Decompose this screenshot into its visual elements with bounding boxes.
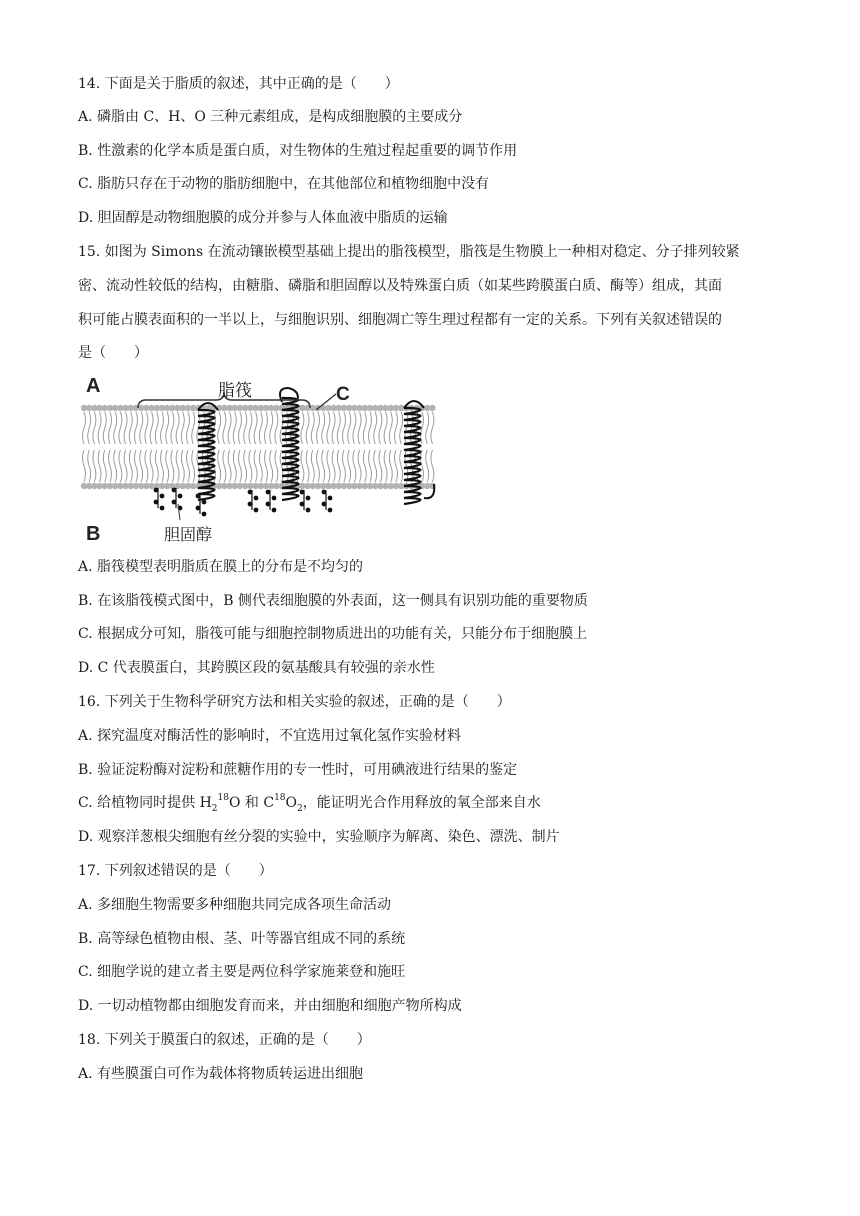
q16-option-a: A. 探究温度对酶活性的影响时，不宜选用过氧化氢作实验材料 (78, 728, 462, 744)
lipid-tail (353, 450, 356, 482)
lipid-tail (124, 450, 127, 482)
lipid-tail (384, 450, 387, 482)
q14-option-a: A. 磷脂由 C、H、O 三种元素组成，是构成细胞膜的主要成分 (78, 109, 463, 125)
lipid-tail (254, 412, 257, 444)
lipid-tail (275, 450, 278, 482)
lipid-tail (228, 450, 231, 482)
q16-option-c (78, 793, 541, 813)
lipid-tail (249, 450, 252, 482)
glycan-dot (272, 496, 277, 501)
lipid-tail (187, 412, 190, 444)
lipid-tail (405, 412, 408, 444)
lipid-tail (270, 412, 273, 444)
lipid-tail (88, 450, 91, 482)
lipid-tail (275, 412, 278, 444)
lipid-tail (254, 450, 257, 482)
lipid-tail (389, 450, 392, 482)
q15-stem-line4: 是（ ） (78, 345, 148, 361)
lipid-tail (353, 412, 356, 444)
lipid-tail (119, 412, 122, 444)
lipid-tail (192, 412, 195, 444)
lipid-tail (140, 450, 143, 482)
lipid-tail (343, 412, 346, 444)
lipid-tail (103, 412, 106, 444)
lipid-tail (233, 412, 236, 444)
lipid-tail (322, 412, 325, 444)
lipid-tail (395, 412, 398, 444)
lipid-tail (358, 450, 361, 482)
q16-c-mid: O 和 C (228, 795, 275, 811)
lipid-tail (93, 412, 96, 444)
lipid-tail (421, 450, 424, 482)
lipid-tail (171, 450, 174, 482)
glycan-dot (272, 508, 277, 513)
lipid-tail (426, 450, 429, 482)
q16-c-post: ，能证明光合作用释放的氧全部来自水 (302, 795, 541, 811)
lipid-tail (306, 450, 309, 482)
lipid-tail (332, 412, 335, 444)
lipid-tail (270, 450, 273, 482)
q16-c-sup1: 18 (217, 793, 229, 804)
lipid-tail (244, 412, 247, 444)
lipid-tail (98, 412, 101, 444)
q16-c-sup2: 18 (274, 793, 286, 804)
lipid-tail (400, 450, 403, 482)
lipid-tail (395, 450, 398, 482)
lipid-tail (109, 412, 112, 444)
lipid-raft-figure (80, 372, 440, 544)
lipid-tail (259, 412, 262, 444)
label-a: A (86, 375, 101, 397)
lipid-tail (285, 450, 288, 482)
lipid-tail (166, 450, 169, 482)
lipid-tail (249, 412, 252, 444)
lipid-tail (239, 450, 242, 482)
glycan-dot (306, 496, 311, 501)
q16-option-b: B. 验证淀粉酶对淀粉和蔗糖作用的专一性时，可用碘液进行结果的鉴定 (78, 762, 518, 778)
lipid-tail (239, 412, 242, 444)
label-b: B (86, 523, 101, 544)
lipid-tail (358, 412, 361, 444)
lipid-tail (129, 450, 132, 482)
q16-c-sub: 2 (211, 803, 218, 814)
lipid-tail (379, 412, 382, 444)
lipid-tail (280, 450, 283, 482)
q16-c-sub2: 2 (297, 803, 303, 814)
lipid-tail (150, 412, 153, 444)
q16-option-d: D. 观察洋葱根尖细胞有丝分裂的实验中，实验顺序为解离、染色、漂洗、制片 (78, 829, 560, 845)
lipid-tail (124, 412, 127, 444)
lipid-tail (109, 450, 112, 482)
lipid-tail (244, 450, 247, 482)
lipid-tail (135, 450, 138, 482)
lipid-tail (114, 450, 117, 482)
lipid-tail (311, 412, 314, 444)
lipid-tail (98, 450, 101, 482)
lipid-tail (379, 450, 382, 482)
lipid-tail (426, 412, 429, 444)
lipid-tail (145, 450, 148, 482)
lipid-tail (88, 412, 91, 444)
label-raft: 脂筏 (218, 381, 252, 401)
lipid-tail (343, 450, 346, 482)
lipid-tail (317, 412, 320, 444)
lipid-tail (161, 450, 164, 482)
lipid-tail (192, 450, 195, 482)
lipid-tail (135, 412, 138, 444)
q17-stem: 17. 下列叙述错误的是（ ） (78, 863, 273, 879)
lipid-tail (83, 412, 86, 444)
lipid-tail (337, 450, 340, 482)
lipid-tail (150, 450, 153, 482)
q15-stem-line3: 积可能占膜表面积的一半以上，与细胞识别、细胞凋亡等生理过程都有一定的关系。下列有关叙述错误的 (78, 312, 722, 328)
lipid-tail (176, 412, 179, 444)
glycan-dot (306, 508, 311, 513)
lipid-tail (218, 450, 221, 482)
lipid-tail (363, 412, 366, 444)
q14-stem: 14. 下面是关于脂质的叙述，其中正确的是（ ） (78, 76, 399, 92)
lipid-tail (103, 450, 106, 482)
lipid-tail (228, 412, 231, 444)
q16-c-mid2: O (285, 795, 297, 811)
lipid-tail (223, 412, 226, 444)
q17-option-b: B. 高等绿色植物由根、茎、叶等器官组成不同的系统 (78, 931, 406, 947)
lipid-tail (155, 412, 158, 444)
q17-option-d: D. 一切动植物都由细胞发育而来，并由细胞和细胞产物所构成 (78, 998, 462, 1014)
glycan-dot (160, 506, 165, 511)
glycan-dot (328, 496, 333, 501)
q15-option-c: C. 根据成分可知，脂筏可能与细胞控制物质进出的功能有关，只能分布于细胞膜上 (78, 626, 588, 642)
lipid-tail (93, 450, 96, 482)
lipid-head (429, 405, 435, 411)
lipid-tail (317, 450, 320, 482)
lipid-tail (187, 450, 190, 482)
lipid-tail (166, 412, 169, 444)
lipid-tail (259, 450, 262, 482)
q15-option-d: D. C 代表膜蛋白，其跨膜区段的氨基酸具有较强的亲水性 (78, 660, 435, 676)
lipid-tail (181, 450, 184, 482)
q14-option-d: D. 胆固醇是动物细胞膜的成分并参与人体血液中脂质的运输 (78, 210, 448, 226)
cholesterol-glycans (154, 488, 333, 517)
protein-helix (404, 408, 421, 504)
lipid-tail (384, 412, 387, 444)
lipid-tail (171, 412, 174, 444)
lipid-tail (155, 450, 158, 482)
lipid-tail (223, 450, 226, 482)
lipid-tail (161, 412, 164, 444)
q15-option-b: B. 在该脂筏模式图中，B 侧代表细胞膜的外表面，这一侧具有识别功能的重要物质 (78, 593, 588, 609)
label-c: C (336, 384, 350, 405)
lipid-tail (301, 412, 304, 444)
lipid-tail (181, 412, 184, 444)
label-cholesterol: 胆固醇 (164, 525, 213, 544)
lipid-tail (431, 412, 434, 444)
glycan-dot (202, 512, 207, 517)
lipid-tail (176, 450, 179, 482)
q15-option-a: A. 脂筏模型表明脂质在膜上的分布是不均匀的 (78, 559, 364, 575)
lipid-tail (145, 412, 148, 444)
q14-option-c: C. 脂肪只存在于动物的脂肪细胞中，在其他部位和植物细胞中没有 (78, 176, 490, 192)
lipid-tail (369, 412, 372, 444)
lipid-tail (233, 450, 236, 482)
q16-c-pre: C. 给植物同时提供 H (78, 795, 212, 811)
lipid-tail (374, 412, 377, 444)
lipid-tail (311, 450, 314, 482)
lipid-tail (322, 450, 325, 482)
q14-option-b: B. 性激素的化学本质是蛋白质，对生物体的生殖过程起重要的调节作用 (78, 143, 518, 159)
lipid-tail (119, 450, 122, 482)
glycan-dot (202, 500, 207, 505)
lipid-tail (369, 450, 372, 482)
lipid-tail (218, 412, 221, 444)
lipid-tail (337, 412, 340, 444)
lipid-tail (374, 450, 377, 482)
lipid-tail (129, 412, 132, 444)
lipid-tail (363, 450, 366, 482)
glycan-dot (254, 508, 259, 513)
lipid-tail (389, 412, 392, 444)
q15-stem-line2: 密、流动性较低的结构，由糖脂、磷脂和胆固醇以及特殊蛋白质（如某些跨膜蛋白质、酶等）组成，其面 (78, 278, 722, 294)
lipid-tail (83, 450, 86, 482)
q18-stem: 18. 下列关于膜蛋白的叙述，正确的是（ ） (78, 1032, 371, 1048)
q16-stem: 16. 下列关于生物科学研究方法和相关实验的叙述，正确的是（ ） (78, 694, 511, 710)
lipid-tail (306, 412, 309, 444)
lipid-tail (265, 412, 268, 444)
lipid-tail (140, 412, 143, 444)
q17-option-c: C. 细胞学说的建立者主要是两位科学家施莱登和施旺 (78, 964, 406, 980)
glycan-dot (160, 494, 165, 499)
q15-stem-line1: 15. 如图为 Simons 在流动镶嵌模型基础上提出的脂筏模型，脂筏是生物膜上一种相对稳定、分子排列较紧 (78, 244, 740, 260)
lipid-tail (265, 450, 268, 482)
glycan-dot (178, 494, 183, 499)
glycan-dot (328, 508, 333, 513)
q18-option-a: A. 有些膜蛋白可作为载体将物质转运进出细胞 (78, 1066, 364, 1082)
lipid-tail (327, 412, 330, 444)
lipid-tail (348, 412, 351, 444)
lipid-tail (431, 450, 434, 482)
glycan-dot (254, 496, 259, 501)
lipid-tail (332, 450, 335, 482)
lipid-tail (197, 450, 200, 482)
lipid-tail (400, 412, 403, 444)
lipid-tail (301, 450, 304, 482)
lipid-tail (114, 412, 117, 444)
lipid-tail (327, 450, 330, 482)
lipid-tail (348, 450, 351, 482)
q17-option-a: A. 多细胞生物需要多种细胞共同完成各项生命活动 (78, 897, 392, 913)
phospholipid-bilayer (81, 405, 436, 489)
